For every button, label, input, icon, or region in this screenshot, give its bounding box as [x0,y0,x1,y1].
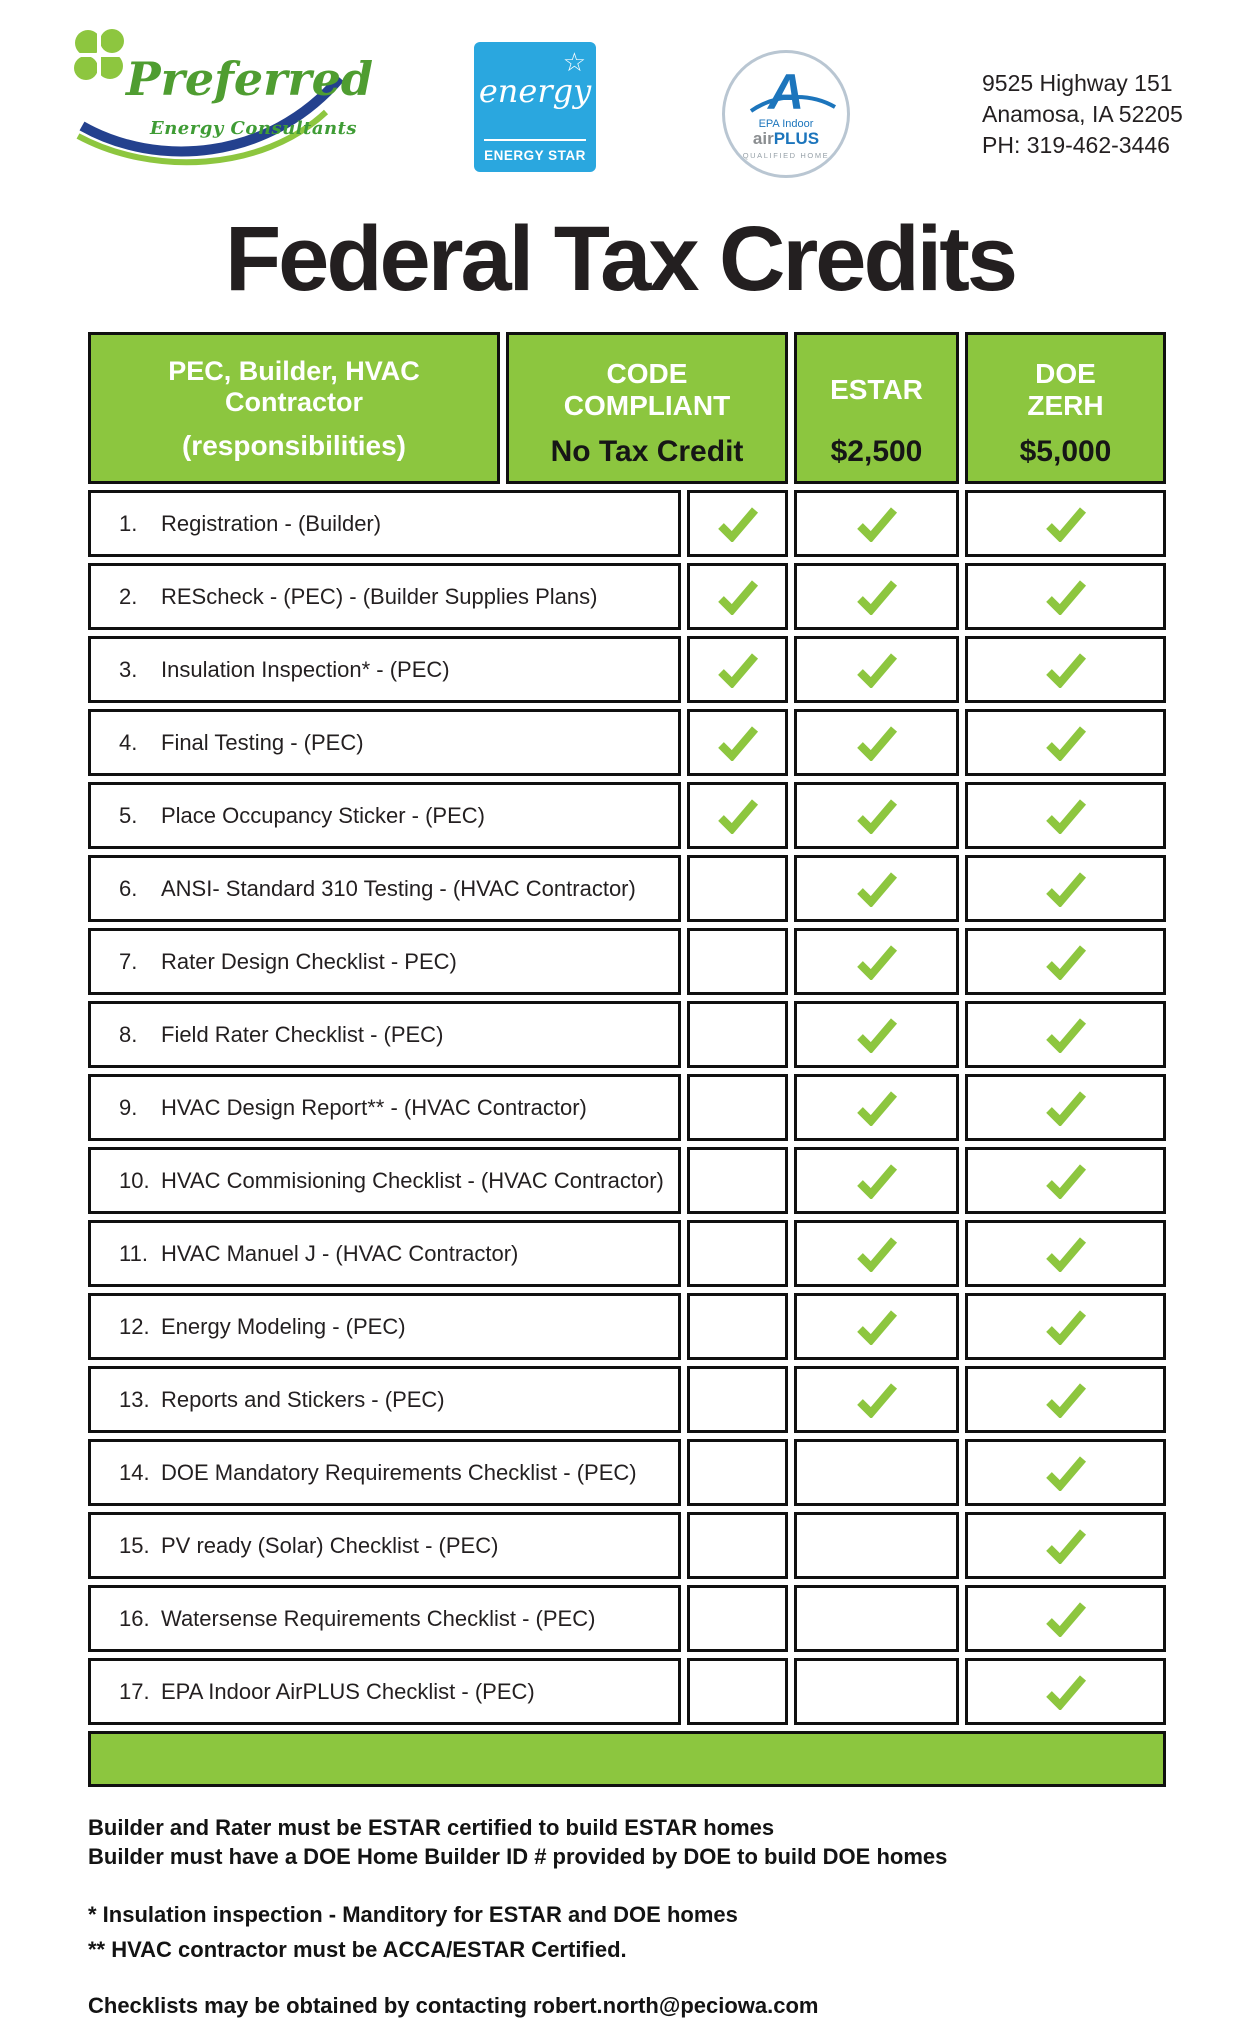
check-icon [856,1017,898,1053]
row-label-cell [88,782,681,849]
contact-phone: PH: 319-462-3446 [982,132,1170,158]
code-compliant-cell [687,1147,788,1214]
row-label-cell [88,1585,681,1652]
check-icon [1045,506,1087,542]
row-number: 11. [119,1240,148,1266]
estar-cell [794,1585,959,1652]
footer-contact-line: Checklists may be obtained by contacting robert.north@peciowa.com [88,1993,819,2018]
estar-cell [794,1512,959,1579]
header-estar-sub: $2,500 [830,435,923,468]
contact-address2: Anamosa, IA 52205 [982,101,1183,127]
check-icon [1045,1455,1087,1491]
row-number: 7. [119,948,138,974]
row-label: Watersense Requirements Checklist - (PEC) [161,1605,596,1631]
check-icon [1045,944,1087,980]
doe-cell [965,563,1166,630]
doe-cell [965,1220,1166,1287]
doe-cell [965,855,1166,922]
airplus-qualified-home: QUALIFIED HOME [742,151,830,161]
check-icon [1045,652,1087,688]
footer-notes [88,1897,1166,1967]
estar-cell [794,636,959,703]
header-estar [794,332,959,484]
estar-cell [794,1001,959,1068]
check-icon [1045,1017,1087,1053]
row-number: 15. [119,1532,150,1558]
table-row [88,1585,1166,1652]
check-icon [856,1090,898,1126]
airplus-epa-indoor: EPA Indoor [758,117,814,130]
pec-logo [64,26,374,201]
code-compliant-cell [687,1293,788,1360]
row-label-cell [88,928,681,995]
estar-cell [794,1074,959,1141]
row-number: 4. [119,729,138,755]
code-compliant-cell [687,490,788,557]
estar-cell [794,1220,959,1287]
check-icon [856,1236,898,1272]
table-row [88,636,1166,703]
header-doe-zerh [965,332,1166,484]
row-label: Field Rater Checklist - (PEC) [161,1021,444,1047]
row-number: 10. [119,1167,150,1193]
footer-note: * Insulation inspection - Manditory for ESTAR and DOE homes [88,1902,738,1927]
doe-cell [965,1439,1166,1506]
footer-bold-lines [88,1813,1166,1871]
pec-logo-tagline: Energy Consultants [150,118,358,139]
table-row [88,1293,1166,1360]
estar-cell [794,1658,959,1725]
code-compliant-cell [687,1439,788,1506]
header-doe-sub: $5,000 [1019,435,1112,468]
row-label: HVAC Manuel J - (HVAC Contractor) [161,1240,519,1266]
contact-block [982,68,1183,161]
header-text: ZERH [1027,390,1104,421]
airplus-swoosh-graphic [737,77,841,137]
doe-cell [965,928,1166,995]
check-icon [1045,871,1087,907]
row-label: PV ready (Solar) Checklist - (PEC) [161,1532,499,1558]
check-icon [1045,1090,1087,1126]
check-icon [856,1163,898,1199]
header-text: Contractor [224,387,363,418]
star-icon: ☆ [562,48,586,78]
header-code-compliant [506,332,788,484]
code-compliant-cell [687,1585,788,1652]
check-icon [856,652,898,688]
estar-cell [794,1366,959,1433]
check-icon [856,506,898,542]
page-title: Federal Tax Credits [224,208,1016,310]
row-number: 17. [119,1678,150,1704]
row-number: 1. [119,510,138,536]
table-row [88,563,1166,630]
row-number: 6. [119,875,138,901]
check-icon [717,579,759,615]
header-text: (responsibilities) [181,429,407,461]
header-estar-top [801,345,952,435]
code-compliant-cell [687,1074,788,1141]
row-label: HVAC Design Report** - (HVAC Contractor) [161,1094,587,1120]
estar-cell [794,490,959,557]
check-icon [717,652,759,688]
row-number: 9. [119,1094,138,1120]
table-row [88,928,1166,995]
check-icon [1045,725,1087,761]
check-icon [856,579,898,615]
estar-cell [794,855,959,922]
row-label-cell [88,855,681,922]
estar-cell [794,709,959,776]
row-number: 8. [119,1021,138,1047]
check-icon [1045,1163,1087,1199]
contact-address1: 9525 Highway 151 [982,70,1173,96]
row-label: Place Occupancy Sticker - (PEC) [161,802,485,828]
doe-cell [965,1074,1166,1141]
header-responsibilities-lines [95,356,493,418]
footer-note: ** HVAC contractor must be ACCA/ESTAR Certified. [88,1937,627,1962]
row-label-cell [88,1366,681,1433]
check-icon [1045,798,1087,834]
table-row [88,855,1166,922]
row-label-cell [88,1147,681,1214]
row-label: Reports and Stickers - (PEC) [161,1386,445,1412]
clover-icon [70,28,130,86]
code-compliant-cell [687,1001,788,1068]
check-icon [856,871,898,907]
table-row [88,1439,1166,1506]
table-row [88,709,1166,776]
header-doe-top [972,345,1159,435]
energy-star-logo [474,42,596,172]
doe-cell [965,1512,1166,1579]
row-label-cell [88,1293,681,1360]
footer-text [88,1813,1166,2019]
check-icon [1045,1674,1087,1710]
code-compliant-cell [687,1366,788,1433]
row-number: 2. [119,583,138,609]
code-compliant-cell [687,1220,788,1287]
check-icon [717,798,759,834]
code-compliant-cell [687,709,788,776]
row-label: Energy Modeling - (PEC) [161,1313,406,1339]
table-row [88,782,1166,849]
code-compliant-cell [687,563,788,630]
row-number: 3. [119,656,138,682]
table-row [88,490,1166,557]
row-label-cell [88,563,681,630]
table-row [88,1074,1166,1141]
check-icon [717,506,759,542]
row-label-cell [88,1658,681,1725]
table-body [88,490,1166,1725]
check-icon [1045,579,1087,615]
doe-cell [965,490,1166,557]
energy-star-divider [484,139,586,141]
header-text: DOE [1035,358,1096,390]
energy-star-caption: ENERGY STAR [484,148,586,163]
row-label: EPA Indoor AirPLUS Checklist - (PEC) [161,1678,535,1704]
doe-cell [965,636,1166,703]
code-compliant-cell [687,1658,788,1725]
row-number: 5. [119,802,138,828]
check-icon [1045,1236,1087,1272]
code-compliant-cell [687,1512,788,1579]
code-compliant-cell [687,636,788,703]
airplus-logo [722,50,850,178]
row-label-cell [88,1439,681,1506]
check-icon [1045,1528,1087,1564]
code-compliant-cell [687,855,788,922]
code-compliant-cell [687,928,788,995]
check-icon [1045,1601,1087,1637]
doe-cell [965,1147,1166,1214]
airplus-air-text: air [752,128,774,148]
footer-line: Builder must have a DOE Home Builder ID # provided by DOE to build DOE homes [88,1844,948,1869]
estar-cell [794,1439,959,1506]
header-code-top [513,345,781,435]
row-label: HVAC Commisioning Checklist - (HVAC Contractor) [161,1167,664,1193]
header-code-sub: No Tax Credit [550,435,744,468]
estar-cell [794,1293,959,1360]
estar-cell [794,928,959,995]
doe-cell [965,782,1166,849]
energy-star-script [474,42,596,139]
doe-cell [965,1366,1166,1433]
footer-line: Builder and Rater must be ESTAR certified to build ESTAR homes [88,1815,775,1840]
table-row [88,1220,1166,1287]
footer-bar [88,1731,1166,1787]
energy-star-script-text: energy [478,71,592,110]
estar-cell [794,1147,959,1214]
row-label-cell [88,1001,681,1068]
row-number: 14. [119,1459,150,1485]
row-label: Insulation Inspection* - (PEC) [161,656,450,682]
row-label-cell [88,709,681,776]
check-icon [856,798,898,834]
doe-cell [965,1293,1166,1360]
airplus-plus-text: PLUS [773,128,820,148]
airplus-letter: A [767,63,805,120]
row-label: Final Testing - (PEC) [161,729,364,755]
row-label-cell [88,1220,681,1287]
header-text: COMPLIANT [563,390,731,421]
check-icon [856,1382,898,1418]
row-number: 16. [119,1605,150,1631]
table-row [88,1147,1166,1214]
table-row [88,1366,1166,1433]
code-compliant-cell [687,782,788,849]
table-row [88,1512,1166,1579]
doe-cell [965,709,1166,776]
row-label-cell [88,636,681,703]
doe-cell [965,1658,1166,1725]
row-label: DOE Mandatory Requirements Checklist - (PEC) [161,1459,637,1485]
table-header [88,332,1166,484]
row-label: ANSI- Standard 310 Testing - (HVAC Contractor) [161,875,636,901]
row-label: Registration - (Builder) [161,510,382,536]
estar-cell [794,782,959,849]
table-row [88,1658,1166,1725]
row-label-cell [88,1512,681,1579]
check-icon [717,725,759,761]
header-text: PEC, Builder, HVAC [168,356,420,387]
table-row [88,1001,1166,1068]
pec-logo-name: Preferred [126,52,374,106]
doe-cell [965,1585,1166,1652]
check-icon [856,1309,898,1345]
check-icon [856,725,898,761]
tax-credit-table [88,332,1166,2019]
check-icon [1045,1382,1087,1418]
header-responsibilities [88,332,500,484]
row-label-cell [88,490,681,557]
row-label-cell [88,1074,681,1141]
row-label: Rater Design Checklist - PEC) [161,948,457,974]
row-label: REScheck - (PEC) - (Builder Supplies Plans) [161,583,598,609]
check-icon [1045,1309,1087,1345]
row-number: 13. [119,1386,150,1412]
header-text: ESTAR [830,374,923,406]
doe-cell [965,1001,1166,1068]
row-number: 12. [119,1313,150,1339]
check-icon [856,944,898,980]
estar-cell [794,563,959,630]
header-text: CODE [606,358,688,390]
